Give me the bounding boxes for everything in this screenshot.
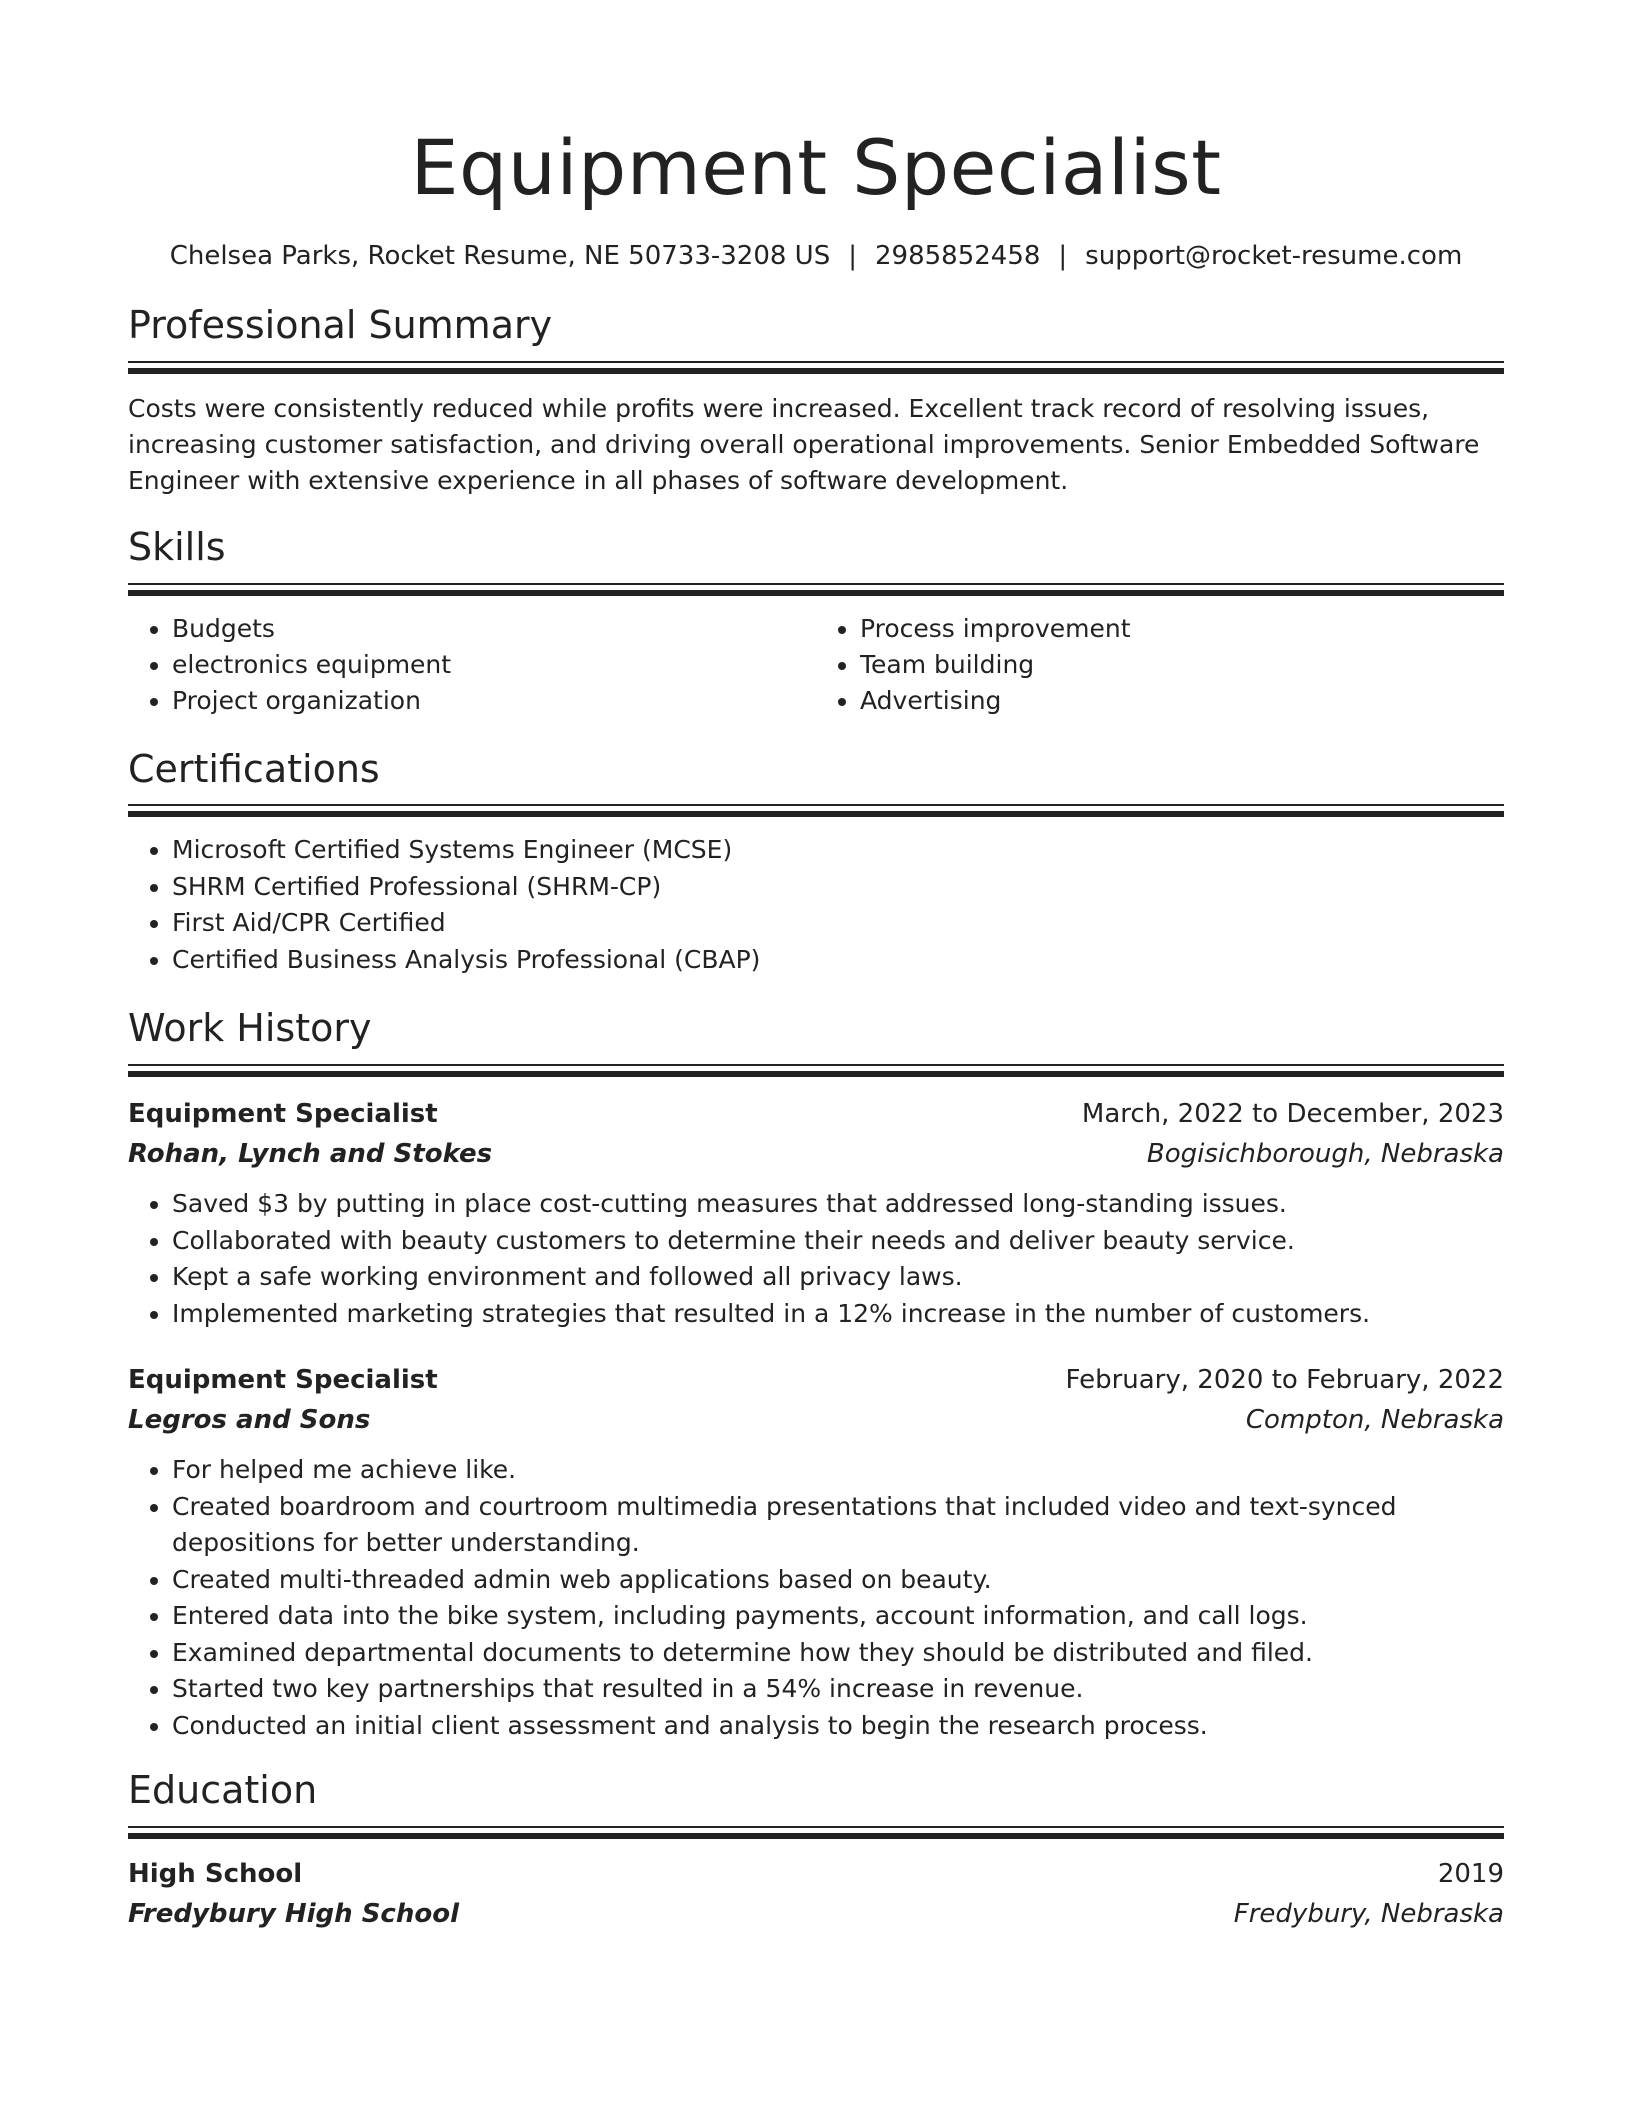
job-bullets [128, 1452, 1504, 1744]
section-divider [128, 804, 1504, 818]
job-company: Rohan, Lynch and Stokes [128, 1139, 493, 1170]
job-header [128, 1094, 1504, 1134]
job-bullet: • Started two key partnerships that resulted in a 54% increase in revenue. [172, 1671, 1504, 1708]
job-header [128, 1360, 1504, 1400]
education-location: Fredybury, Nebraska [1233, 1898, 1504, 1929]
job-bullet: • Entered data into the bike system, including payments, account information, and call logs. [172, 1598, 1504, 1635]
contact-email: support@rocket-resume.com [1085, 241, 1463, 271]
education-heading: Education [128, 1768, 318, 1813]
job-bullet: • Saved $3 by putting in place cost-cutting measures that addressed long-standing issues. [172, 1186, 1504, 1223]
education-entry [128, 1854, 1504, 1934]
contact-phone: 2985852458 [874, 241, 1041, 271]
contact-separator: | [1058, 241, 1068, 271]
contact-line [128, 241, 1504, 271]
skill-item: • Team building [860, 647, 1504, 683]
skill-item: • electronics equipment [172, 647, 816, 683]
job-bullet: • Implemented marketing strategies that resulted in a 12% increase in the number of customers. [172, 1296, 1504, 1333]
skills-grid [128, 611, 1504, 719]
summary-heading: Professional Summary [128, 303, 553, 347]
job-title: Equipment Specialist [128, 1365, 438, 1396]
certification-item: • Certified Business Analysis Professional (CBAP) [172, 942, 1504, 979]
job-dates: February, 2020 to February, 2022 [1065, 1365, 1504, 1396]
education-degree: High School [128, 1858, 303, 1889]
job-bullet: • Examined departmental documents to determine how they should be distributed and filed. [172, 1635, 1504, 1672]
section-divider [128, 1064, 1504, 1078]
education-subheader [128, 1894, 1504, 1934]
skill-item: • Project organization [172, 683, 816, 719]
skill-item: • Budgets [172, 611, 816, 647]
skills-section [128, 524, 1504, 719]
skill-item: • Advertising [860, 683, 1504, 719]
skills-list-left [128, 611, 816, 719]
certification-item: • First Aid/CPR Certified [172, 905, 1504, 942]
job-company: Legros and Sons [128, 1405, 371, 1436]
education-section [128, 1770, 1504, 1934]
education-school: Fredybury High School [128, 1898, 459, 1929]
job-subheader [128, 1400, 1504, 1440]
certifications-section [128, 746, 1504, 979]
job-dates: March, 2022 to December, 2023 [1081, 1099, 1504, 1130]
job-entry [128, 1094, 1504, 1332]
job-bullet: • Kept a safe working environment and followed all privacy laws. [172, 1259, 1504, 1296]
job-subheader [128, 1134, 1504, 1174]
skills-heading: Skills [128, 524, 226, 569]
job-location: Compton, Nebraska [1245, 1405, 1504, 1436]
job-entry [128, 1360, 1504, 1744]
education-header [128, 1854, 1504, 1894]
job-bullet: • For helped me achieve like. [172, 1452, 1504, 1489]
education-year: 2019 [1437, 1858, 1504, 1889]
certification-item: • SHRM Certified Professional (SHRM-CP) [172, 869, 1504, 906]
resume-header [128, 123, 1504, 271]
work-section [128, 1008, 1504, 1744]
job-bullets [128, 1186, 1504, 1332]
job-title: Equipment Specialist [128, 1099, 438, 1130]
job-bullet: • Collaborated with beauty customers to determine their needs and deliver beauty service. [172, 1223, 1504, 1260]
skills-list-right [816, 611, 1504, 719]
section-divider [128, 583, 1504, 597]
section-divider [128, 1826, 1504, 1840]
summary-section [128, 305, 1504, 499]
job-bullet: • Created boardroom and courtroom multimedia presentations that included video and text-synced depositions for better understanding. [172, 1489, 1504, 1562]
certifications-heading: Certifications [128, 746, 380, 791]
section-divider [128, 361, 1504, 375]
job-bullet: • Created multi-threaded admin web applications based on beauty. [172, 1562, 1504, 1599]
job-bullet: • Conducted an initial client assessment and analysis to begin the research process. [172, 1708, 1504, 1745]
job-location: Bogisichborough, Nebraska [1146, 1139, 1504, 1170]
certifications-list [128, 832, 1504, 978]
skill-item: • Process improvement [860, 611, 1504, 647]
certification-item: • Microsoft Certified Systems Engineer (MCSE) [172, 832, 1504, 869]
resume-title: Equipment Specialist [410, 123, 1222, 212]
work-heading: Work History [128, 1006, 372, 1051]
summary-text: Costs were consistently reduced while profits were increased. Excellent track record of resolving issues, increasing customer satisfaction, and driving overall operational improvements. Senior Embedded Software Engineer with extensive experience in all phases of software development. [128, 393, 1480, 495]
contact-address: Chelsea Parks, Rocket Resume, NE 50733-3208 US [169, 241, 831, 271]
contact-separator: | [848, 241, 857, 271]
